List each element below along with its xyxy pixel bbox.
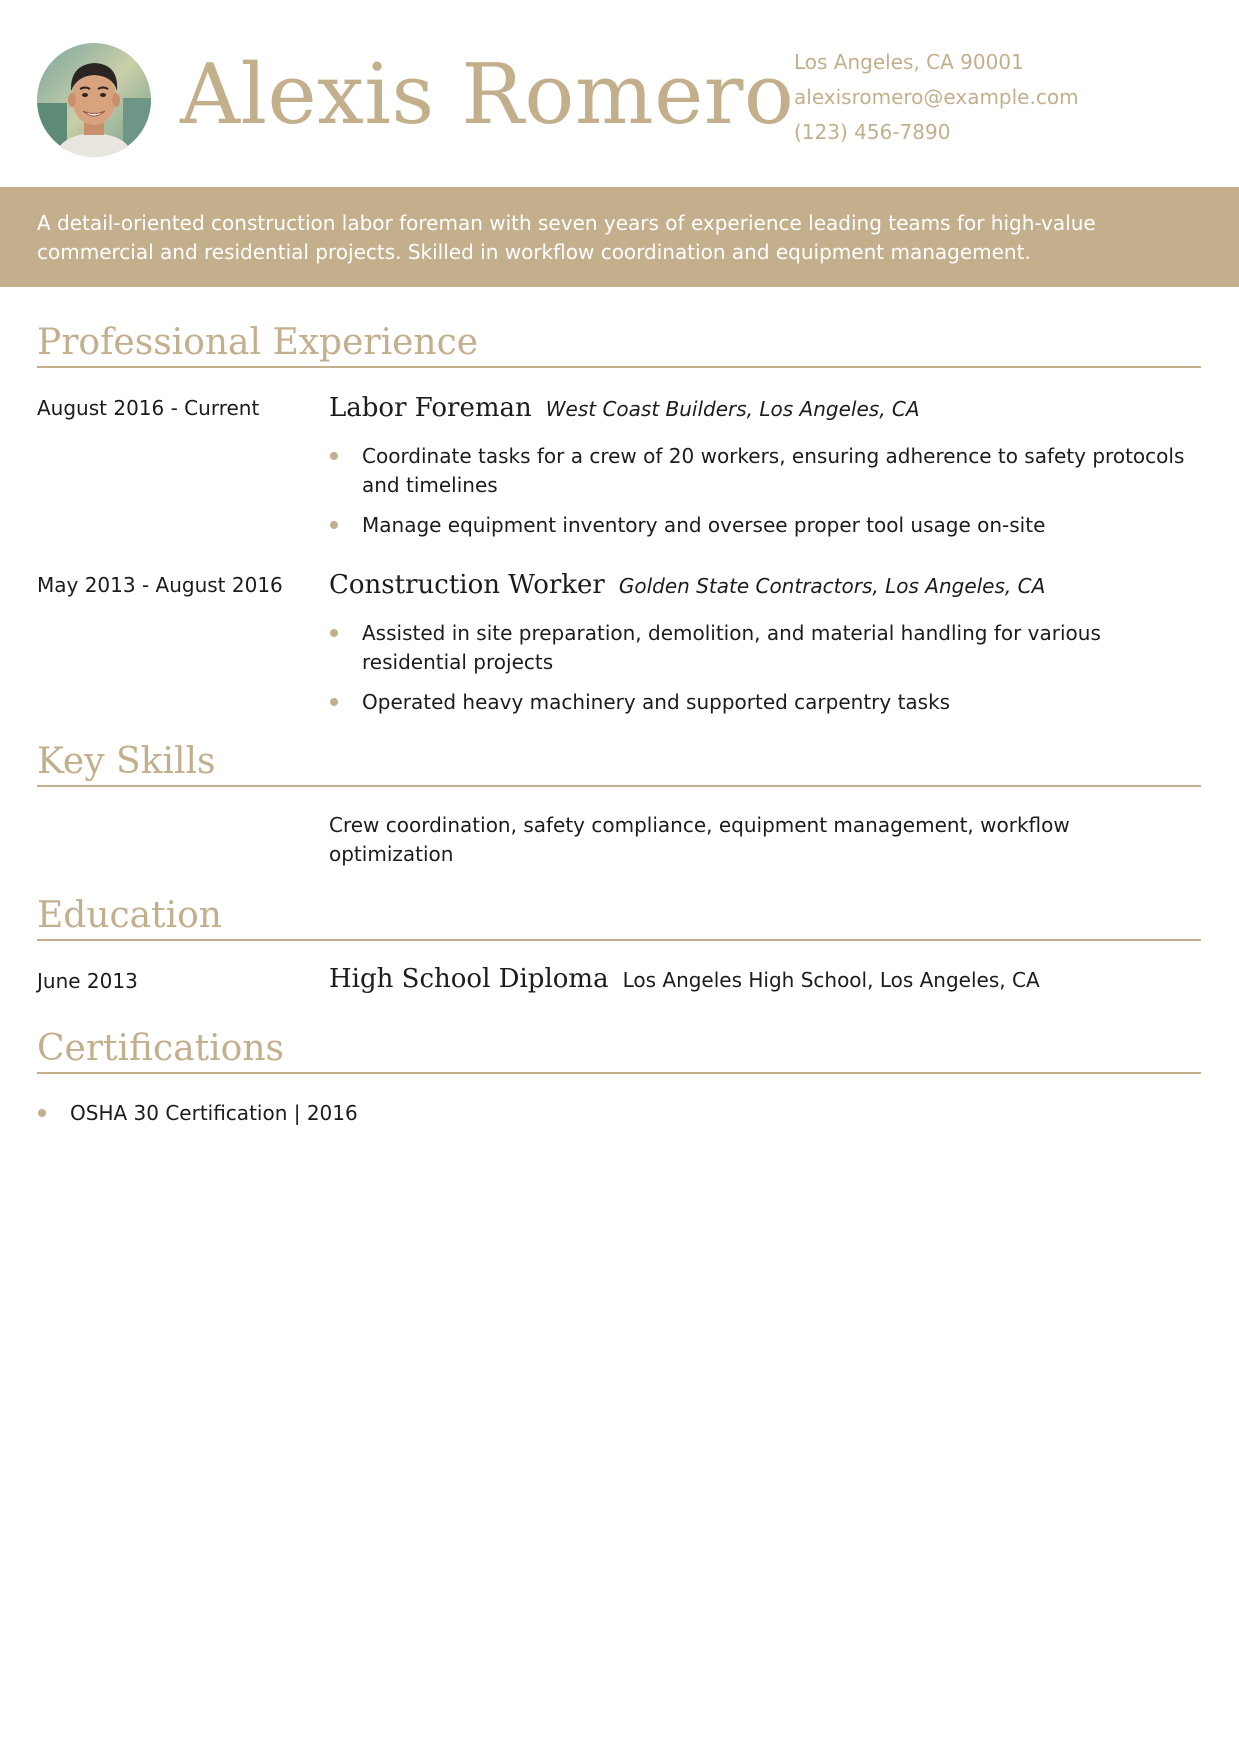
- resume-header: [0, 0, 1239, 187]
- job-title: Construction Worker: [329, 570, 605, 600]
- certification-item: [37, 1099, 358, 1128]
- bullet-dot-icon: [330, 698, 338, 706]
- school-name: Los Angeles High School, Los Angeles, CA: [622, 968, 1040, 992]
- job-heading: [329, 393, 920, 423]
- section-title-certifications: Certifications: [37, 1026, 1201, 1074]
- avatar-portrait: [37, 43, 151, 157]
- education-heading: [329, 964, 1040, 994]
- bullet-text: Coordinate tasks for a crew of 20 workers, ensuring adherence to safety protocols and timelines: [362, 444, 1185, 497]
- section-title-experience: Professional Experience: [37, 320, 1201, 368]
- bullet-text: Assisted in site preparation, demolition, and material handling for various residential projects: [362, 621, 1101, 674]
- list-item: [329, 511, 1201, 540]
- job-heading: [329, 570, 1045, 600]
- job-employer: West Coast Builders, Los Angeles, CA: [545, 397, 920, 421]
- certification-text: OSHA 30 Certification | 2016: [70, 1101, 358, 1125]
- job-title: Labor Foreman: [329, 393, 532, 423]
- job-bullets: [329, 442, 1201, 551]
- job-employer: Golden State Contractors, Los Angeles, CA: [618, 574, 1046, 598]
- list-item: [329, 442, 1201, 500]
- summary-band: [0, 187, 1239, 287]
- list-item: [329, 619, 1201, 677]
- bullet-text: Manage equipment inventory and oversee proper tool usage on-site: [362, 513, 1046, 537]
- section-title-skills: Key Skills: [37, 739, 1201, 787]
- bullet-text: Operated heavy machinery and supported carpentry tasks: [362, 690, 951, 714]
- section-title-education: Education: [37, 893, 1201, 941]
- summary-text: A detail-oriented construction labor foreman with seven years of experience leading teams for high-value commercial and residential projects. Skilled in workflow coordination and equipment management.: [37, 211, 1096, 264]
- degree-title: High School Diploma: [329, 964, 609, 994]
- list-item: [329, 688, 1201, 717]
- bullet-dot-icon: [330, 521, 338, 529]
- bullet-dot-icon: [38, 1109, 46, 1117]
- contact-email[interactable]: alexisromero@example.com: [794, 85, 1079, 109]
- bullet-dot-icon: [330, 452, 338, 460]
- job-date: May 2013 - August 2016: [37, 573, 283, 597]
- job-bullets: [329, 619, 1201, 728]
- contact-address: Los Angeles, CA 90001: [794, 50, 1024, 74]
- bullet-dot-icon: [330, 629, 338, 637]
- candidate-name: Alexis Romero: [180, 46, 795, 143]
- contact-phone[interactable]: (123) 456-7890: [794, 120, 951, 144]
- skills-text: Crew coordination, safety compliance, equipment management, workflow optimization: [329, 813, 1070, 866]
- contact-info: [794, 45, 1079, 150]
- education-date: June 2013: [37, 969, 138, 993]
- profile-photo: [37, 43, 151, 157]
- job-date: August 2016 - Current: [37, 396, 260, 420]
